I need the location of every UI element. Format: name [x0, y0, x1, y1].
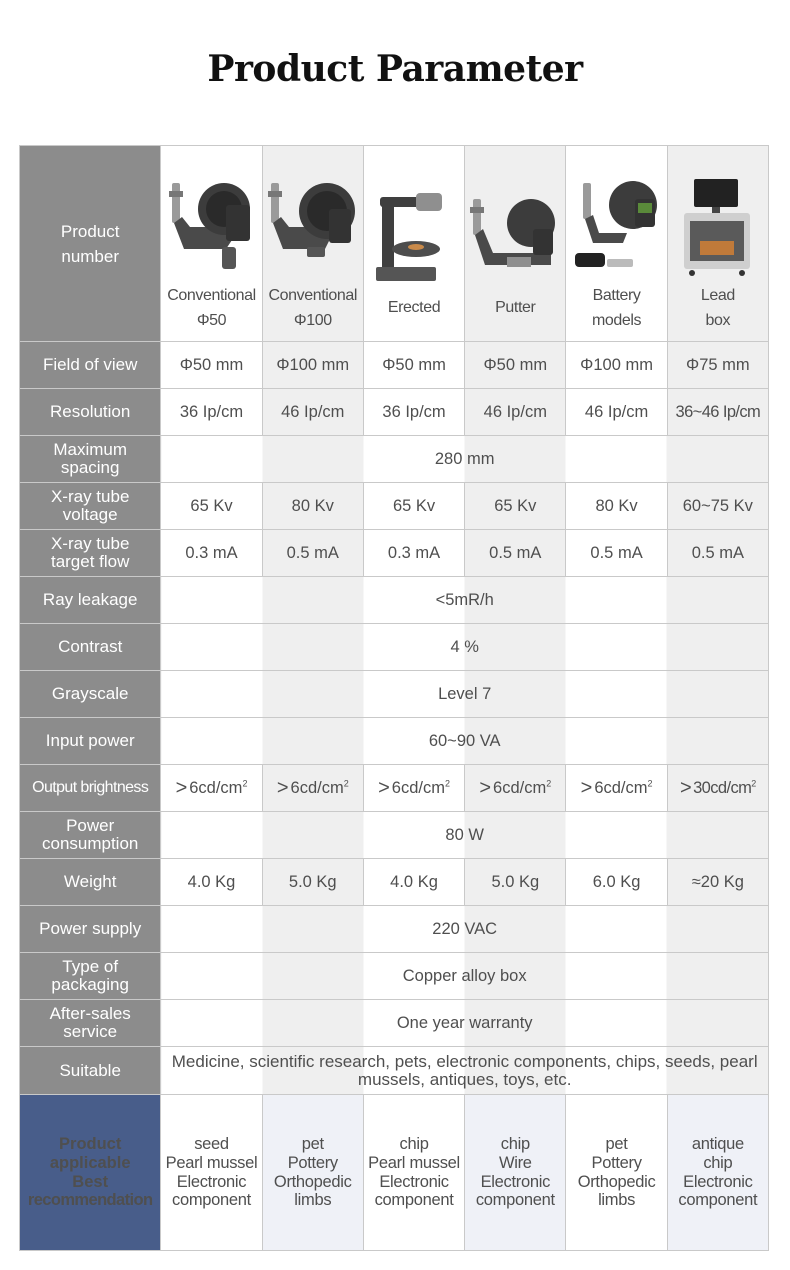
list-item: chip	[500, 1134, 530, 1153]
row-label: Ray leakage	[20, 577, 161, 624]
cell: Φ50 mm	[161, 342, 262, 389]
cell: 80 Kv	[566, 483, 667, 530]
cell: 0.5 mA	[465, 530, 566, 577]
cell: 4.0 Kg	[363, 859, 464, 906]
row-label-line: voltage	[62, 505, 118, 524]
row-label: Suitable	[20, 1047, 161, 1095]
handheld-xray-device-large-icon	[265, 177, 361, 277]
row-label-line: X-ray tube	[50, 487, 130, 507]
row-label: Field of view	[20, 342, 161, 389]
row-label	[20, 146, 161, 342]
row-label: Input power	[20, 718, 161, 765]
cell: 5.0 Kg	[262, 859, 363, 906]
suitable-text: Medicine, scientific research, pets, electronic components, chips, seeds, pearl mussels, antiques, toys, etc.	[171, 1051, 758, 1089]
superscript: 2	[751, 778, 756, 788]
list-item: Electronic	[683, 1172, 753, 1191]
cell: 65 Kv	[161, 483, 262, 530]
gt-sign: >	[276, 776, 289, 799]
product-name: Conventional	[167, 286, 256, 304]
list-item: Wire	[498, 1153, 532, 1172]
list-item: Electronic	[480, 1172, 551, 1191]
table-row	[20, 530, 769, 577]
cell	[667, 765, 768, 812]
cell: 0.5 mA	[566, 530, 667, 577]
cell: 0.3 mA	[161, 530, 262, 577]
cell: Φ50 mm	[363, 342, 464, 389]
list-item: chip	[399, 1134, 429, 1153]
product-size: models	[591, 311, 642, 329]
cell: 65 Kv	[465, 483, 566, 530]
cell-value: 6cd/cm	[391, 778, 445, 797]
table-row	[20, 906, 769, 953]
cell: 220 VAC	[161, 906, 769, 953]
cell: 46 Ip/cm	[262, 389, 363, 436]
label-line: Best	[72, 1172, 109, 1191]
product-name: Lead	[700, 286, 735, 304]
cell: 65 Kv	[363, 483, 464, 530]
recommendation-cell	[363, 1095, 464, 1251]
row-label-line: target flow	[50, 552, 130, 571]
gt-sign: >	[175, 776, 188, 799]
list-item: Pottery	[287, 1153, 338, 1172]
product-column	[161, 146, 262, 342]
row-label-line: X-ray tube	[50, 534, 130, 554]
table-row	[20, 859, 769, 906]
erected-xray-device-icon	[366, 189, 462, 289]
superscript: 2	[546, 778, 552, 788]
row-label	[20, 953, 161, 1000]
cell: 80 W	[161, 812, 769, 859]
list-item: Pearl mussel	[165, 1153, 258, 1172]
cell: <5mR/h	[161, 577, 769, 624]
product-size: Φ50	[196, 311, 227, 329]
list-item: component	[172, 1191, 251, 1210]
table-row	[20, 671, 769, 718]
list-item: limbs	[294, 1191, 332, 1210]
cell: 0.3 mA	[363, 530, 464, 577]
recommendation-cell	[262, 1095, 363, 1251]
label-line: Product	[59, 1134, 122, 1153]
product-row	[20, 146, 769, 342]
product-size: box	[705, 311, 731, 329]
cell	[465, 765, 566, 812]
row-label	[20, 1000, 161, 1047]
gt-sign: >	[580, 776, 593, 799]
list-item: Electronic	[379, 1172, 449, 1191]
superscript: 2	[444, 778, 450, 788]
list-item: limbs	[598, 1191, 636, 1210]
cell-value: 6cd/cm	[290, 778, 344, 797]
row-label	[20, 530, 161, 577]
row-label-line: packaging	[51, 975, 129, 994]
product-name: Battery	[592, 286, 641, 304]
list-item: pet	[605, 1134, 628, 1153]
list-item: Orthopedic	[577, 1172, 656, 1191]
product-name: Erected	[387, 299, 441, 316]
row-label-line: Type of	[62, 957, 119, 977]
cell: Φ75 mm	[667, 342, 768, 389]
product-name: Putter	[495, 299, 536, 316]
cell: 60~75 Kv	[667, 483, 768, 530]
product-name: Conventional	[268, 286, 358, 304]
list-item: component	[678, 1191, 758, 1210]
cell: 46 Ip/cm	[566, 389, 667, 436]
cell: Φ100 mm	[262, 342, 363, 389]
table-row	[20, 389, 769, 436]
list-item: antique	[691, 1134, 744, 1153]
row-label-line: Maximum	[53, 440, 128, 460]
cell	[363, 765, 464, 812]
table-row	[20, 953, 769, 1000]
cell: Φ100 mm	[566, 342, 667, 389]
product-size: Φ100	[293, 311, 332, 329]
table-row	[20, 577, 769, 624]
row-label: Grayscale	[20, 671, 161, 718]
row-label	[20, 812, 161, 859]
cell-value: 30cd/cm	[693, 778, 752, 797]
cell: 4.0 Kg	[161, 859, 262, 906]
recommendation-cell	[566, 1095, 667, 1251]
cell: 0.5 mA	[262, 530, 363, 577]
recommendation-row	[20, 1095, 769, 1251]
cell: 4 %	[161, 624, 769, 671]
cell: 80 Kv	[262, 483, 363, 530]
cell: 36~46 Ip/cm	[667, 389, 768, 436]
row-label	[20, 483, 161, 530]
cell-value: 6cd/cm	[594, 778, 648, 797]
row-label: Contrast	[20, 624, 161, 671]
superscript: 2	[343, 778, 349, 788]
table-row	[20, 342, 769, 389]
recommendation-cell	[161, 1095, 262, 1251]
cell: 60~90 VA	[161, 718, 769, 765]
row-label: Weight	[20, 859, 161, 906]
row-label: Resolution	[20, 389, 161, 436]
row-label-line: service	[63, 1022, 118, 1041]
list-item: seed	[194, 1134, 229, 1153]
cell: 46 Ip/cm	[465, 389, 566, 436]
gt-sign: >	[680, 776, 692, 799]
cell: One year warranty	[161, 1000, 769, 1047]
cell: Φ50 mm	[465, 342, 566, 389]
cell-value: 6cd/cm	[493, 778, 547, 797]
table-row	[20, 718, 769, 765]
handheld-xray-device-icon	[164, 177, 260, 277]
cell	[262, 765, 363, 812]
table-row	[20, 483, 769, 530]
cell	[161, 1047, 769, 1095]
row-label: Power supply	[20, 906, 161, 953]
cell: ≈20 Kg	[667, 859, 768, 906]
recommendation-cell	[667, 1095, 768, 1251]
page-title: Product Parameter	[207, 48, 583, 90]
putter-xray-device-icon	[467, 189, 563, 289]
recommendation-label	[20, 1095, 161, 1251]
cell-value: 6cd/cm	[189, 778, 243, 797]
row-label-line: After-sales	[49, 1004, 131, 1024]
list-item: component	[475, 1191, 555, 1210]
cell	[566, 765, 667, 812]
table-row	[20, 1000, 769, 1047]
gt-sign: >	[378, 776, 390, 799]
row-label-text: Product number	[60, 221, 120, 266]
battery-xray-device-icon	[569, 177, 665, 277]
product-column	[566, 146, 667, 342]
superscript: 2	[647, 778, 653, 788]
list-item: component	[374, 1191, 454, 1210]
product-column	[363, 146, 464, 342]
list-item: Orthopedic	[273, 1172, 352, 1191]
table-row	[20, 765, 769, 812]
table-row	[20, 436, 769, 483]
recommendation-cell	[465, 1095, 566, 1251]
cell: 36 Ip/cm	[363, 389, 464, 436]
cell: 6.0 Kg	[566, 859, 667, 906]
cell: Level 7	[161, 671, 769, 718]
list-item: Pearl mussel	[368, 1153, 460, 1172]
row-label-line: Power	[66, 816, 115, 836]
cell: Copper alloy box	[161, 953, 769, 1000]
product-column	[262, 146, 363, 342]
row-label	[20, 436, 161, 483]
label-line: recommendation	[27, 1191, 153, 1210]
row-label-line: consumption	[41, 834, 139, 853]
spec-table	[19, 145, 769, 1251]
table-row	[20, 1047, 769, 1095]
cell	[161, 765, 262, 812]
cell: 280 mm	[161, 436, 769, 483]
cell: 36 Ip/cm	[161, 389, 262, 436]
lead-box-cabinet-icon	[670, 177, 766, 277]
list-item: Pottery	[591, 1153, 642, 1172]
cell: 5.0 Kg	[465, 859, 566, 906]
superscript: 2	[242, 778, 248, 788]
list-item: Electronic	[176, 1172, 247, 1191]
gt-sign: >	[479, 776, 492, 799]
product-column	[465, 146, 566, 342]
label-line: applicable	[49, 1153, 131, 1172]
list-item: chip	[703, 1153, 733, 1172]
row-label: Output brightness	[20, 765, 161, 812]
table-row	[20, 624, 769, 671]
table-row	[20, 812, 769, 859]
product-column	[667, 146, 768, 342]
list-item: pet	[301, 1134, 324, 1153]
cell: 0.5 mA	[667, 530, 768, 577]
row-label-line: spacing	[60, 458, 120, 477]
